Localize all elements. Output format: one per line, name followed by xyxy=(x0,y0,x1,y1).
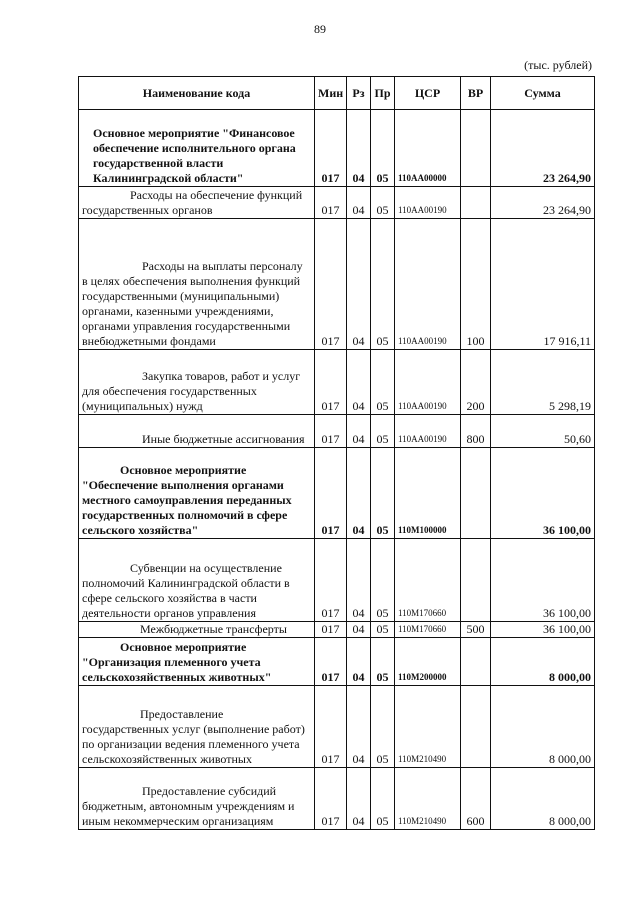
row-sum: 23 264,90 xyxy=(491,110,595,187)
row-sum: 36 100,00 xyxy=(491,448,595,539)
row-sum: 8 000,00 xyxy=(491,638,595,686)
row-csr: 110АА00190 xyxy=(395,219,461,350)
row-sum: 17 916,11 xyxy=(491,219,595,350)
row-name: Предоставление государственных услуг (выполнение работ) по организации ведения племенного учета сельскохозяйственных животных xyxy=(79,686,315,768)
row-min: 017 xyxy=(315,110,347,187)
row-name: Предоставление субсидий бюджетным, автономным учреждениям и иным некоммерческим организациям xyxy=(79,768,315,830)
page-number: 89 xyxy=(314,22,326,36)
header-csr: ЦСР xyxy=(395,77,461,110)
header-rz: Рз xyxy=(347,77,371,110)
row-min: 017 xyxy=(315,187,347,219)
budget-table xyxy=(78,76,595,830)
row-rz: 04 xyxy=(347,686,371,768)
row-min: 017 xyxy=(315,448,347,539)
row-sum: 5 298,19 xyxy=(491,350,595,415)
table-row xyxy=(79,768,595,830)
table-row xyxy=(79,622,595,638)
row-min: 017 xyxy=(315,622,347,638)
row-csr: 110М210490 xyxy=(395,768,461,830)
row-sum: 36 100,00 xyxy=(491,622,595,638)
row-name: Основное мероприятие "Финансовое обеспечение исполнительного органа государственной власти Калининградской области" xyxy=(79,110,315,187)
row-rz: 04 xyxy=(347,415,371,448)
row-rz: 04 xyxy=(347,187,371,219)
row-pr: 05 xyxy=(371,768,395,830)
table-row xyxy=(79,415,595,448)
row-name: Расходы на выплаты персоналу в целях обеспечения выполнения функций государственными (муниципальными) органами, казенными учреждениями, органами управления государственными внебюджетными фондами xyxy=(79,219,315,350)
row-min: 017 xyxy=(315,219,347,350)
row-sum: 36 100,00 xyxy=(491,539,595,622)
table-row xyxy=(79,448,595,539)
row-pr: 05 xyxy=(371,638,395,686)
row-pr: 05 xyxy=(371,686,395,768)
row-rz: 04 xyxy=(347,539,371,622)
row-name: Межбюджетные трансферты xyxy=(79,622,315,638)
row-pr: 05 xyxy=(371,448,395,539)
row-vr: 500 xyxy=(461,622,491,638)
header-sum: Сумма xyxy=(491,77,595,110)
row-vr xyxy=(461,448,491,539)
table-header-row xyxy=(79,77,595,110)
row-pr: 05 xyxy=(371,350,395,415)
row-csr: 110М170660 xyxy=(395,539,461,622)
row-pr: 05 xyxy=(371,622,395,638)
table-row xyxy=(79,219,595,350)
row-csr: 110М210490 xyxy=(395,686,461,768)
row-vr: 200 xyxy=(461,350,491,415)
row-min: 017 xyxy=(315,638,347,686)
row-csr: 110М100000 xyxy=(395,448,461,539)
row-vr xyxy=(461,686,491,768)
row-csr: 110М170660 xyxy=(395,622,461,638)
row-sum: 23 264,90 xyxy=(491,187,595,219)
row-sum: 8 000,00 xyxy=(491,686,595,768)
header-vr: ВР xyxy=(461,77,491,110)
table-row xyxy=(79,638,595,686)
row-csr: 110АА00190 xyxy=(395,415,461,448)
row-name: Закупка товаров, работ и услуг для обеспечения государственных (муниципальных) нужд xyxy=(79,350,315,415)
row-min: 017 xyxy=(315,350,347,415)
row-rz: 04 xyxy=(347,219,371,350)
table-row xyxy=(79,187,595,219)
row-vr xyxy=(461,110,491,187)
row-pr: 05 xyxy=(371,187,395,219)
row-csr: 110АА00000 xyxy=(395,110,461,187)
row-min: 017 xyxy=(315,415,347,448)
row-vr xyxy=(461,539,491,622)
row-pr: 05 xyxy=(371,415,395,448)
row-rz: 04 xyxy=(347,110,371,187)
row-min: 017 xyxy=(315,768,347,830)
row-csr: 110М200000 xyxy=(395,638,461,686)
row-sum: 8 000,00 xyxy=(491,768,595,830)
header-pr: Пр xyxy=(371,77,395,110)
row-name: Иные бюджетные ассигнования xyxy=(79,415,315,448)
row-vr xyxy=(461,187,491,219)
table-row xyxy=(79,686,595,768)
row-csr: 110АА00190 xyxy=(395,350,461,415)
row-csr: 110АА00190 xyxy=(395,187,461,219)
header-min: Мин xyxy=(315,77,347,110)
row-name: Субвенции на осуществление полномочий Калининградской области в сфере сельского хозяйства в части деятельности органов управления xyxy=(79,539,315,622)
units-label: (тыс. рублей) xyxy=(524,58,592,72)
row-rz: 04 xyxy=(347,622,371,638)
row-name: Основное мероприятие "Организация племенного учета сельскохозяйственных животных" xyxy=(79,638,315,686)
row-pr: 05 xyxy=(371,219,395,350)
row-name: Основное мероприятие "Обеспечение выполнения органами местного самоуправления переданных государственных полномочий в сфере сельского хозяйства" xyxy=(79,448,315,539)
row-vr xyxy=(461,638,491,686)
row-rz: 04 xyxy=(347,350,371,415)
row-rz: 04 xyxy=(347,768,371,830)
row-min: 017 xyxy=(315,539,347,622)
table-row xyxy=(79,350,595,415)
row-rz: 04 xyxy=(347,448,371,539)
table-row xyxy=(79,110,595,187)
row-name: Расходы на обеспечение функций государственных органов xyxy=(79,187,315,219)
row-pr: 05 xyxy=(371,539,395,622)
table-row xyxy=(79,539,595,622)
row-sum: 50,60 xyxy=(491,415,595,448)
row-min: 017 xyxy=(315,686,347,768)
header-name: Наименование кода xyxy=(79,77,315,110)
row-vr: 100 xyxy=(461,219,491,350)
row-rz: 04 xyxy=(347,638,371,686)
row-pr: 05 xyxy=(371,110,395,187)
row-vr: 600 xyxy=(461,768,491,830)
row-vr: 800 xyxy=(461,415,491,448)
